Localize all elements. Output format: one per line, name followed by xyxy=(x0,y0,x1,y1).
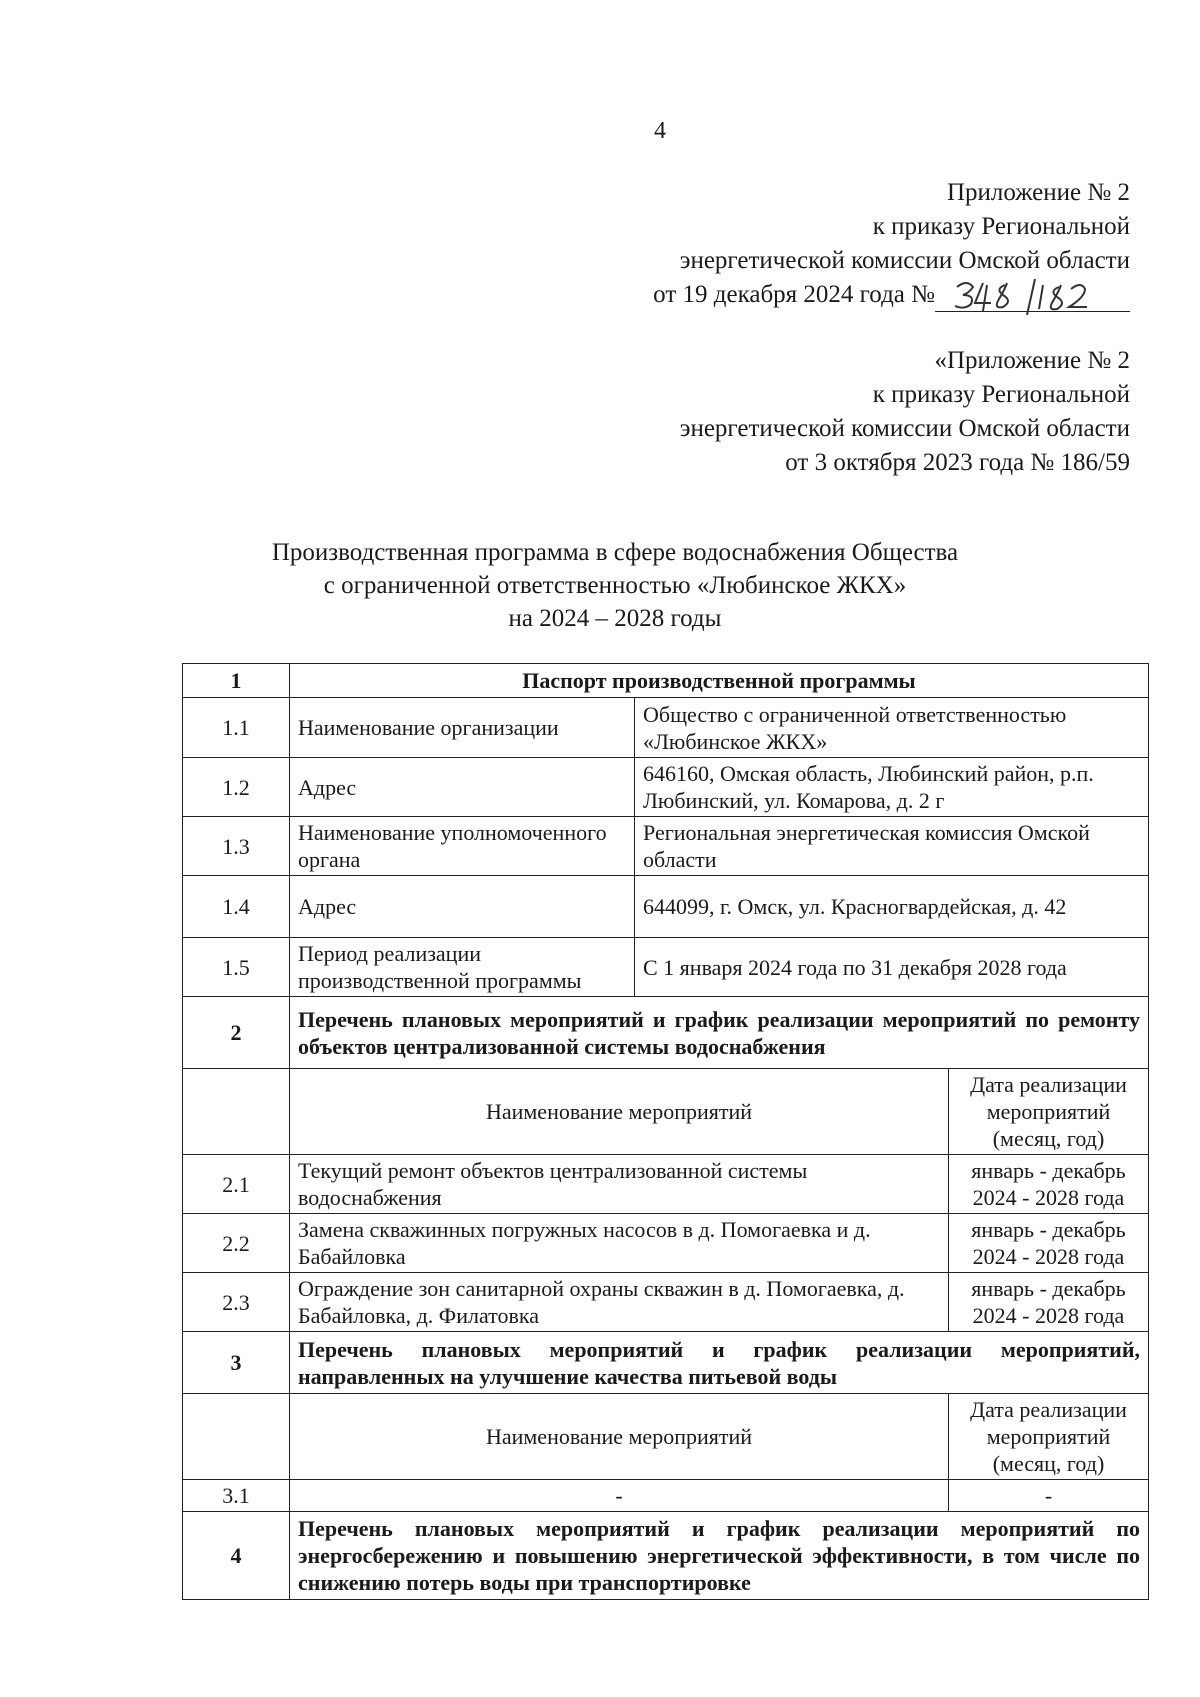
section-header-row xyxy=(183,997,1149,1069)
appendix-new-date-prefix: от 19 декабря 2024 года № xyxy=(653,281,935,308)
row-number: 1.2 xyxy=(183,758,290,817)
appendix-header-new xyxy=(653,176,1130,312)
table-row xyxy=(183,1155,1149,1214)
table-row xyxy=(183,1214,1149,1273)
appendix-old-line4: от 3 октября 2023 года № 186/59 xyxy=(785,449,1130,476)
row-number: 3.1 xyxy=(183,1480,290,1512)
section-number: 4 xyxy=(183,1512,290,1600)
row-value: С 1 января 2024 года по 31 декабря 2028 года xyxy=(635,938,1149,997)
section-header-row xyxy=(183,664,1149,698)
measure-name: Ограждение зон санитарной охраны скважин в д. Помогаевка, д. Бабайловка, д. Филатовка xyxy=(290,1273,949,1332)
measure-date: январь - декабрь 2024 - 2028 года xyxy=(949,1155,1149,1214)
document-title-line2: с ограниченной ответственностью «Любинское ЖКХ» xyxy=(323,572,907,599)
section-title: Перечень плановых мероприятий и график реализации мероприятий по ремонту объектов централизованной системы водоснабжения xyxy=(290,997,1149,1069)
row-number: 2.1 xyxy=(183,1155,290,1214)
measure-date: январь - декабрь 2024 - 2028 года xyxy=(949,1273,1149,1332)
measure-name: Замена скважинных погружных насосов в д. Помогаевка и д. Бабайловка xyxy=(290,1214,949,1273)
document-title-line1: Производственная программа в сфере водоснабжения Общества xyxy=(271,539,959,566)
section-header-row xyxy=(183,1512,1149,1600)
column-header-date: Дата реализации мероприятий (месяц, год) xyxy=(949,1069,1149,1155)
measure-date: январь - декабрь 2024 - 2028 года xyxy=(949,1214,1149,1273)
production-program-table xyxy=(182,663,1149,1600)
measure-date: - xyxy=(949,1480,1149,1512)
page-number: 4 xyxy=(654,118,666,144)
table-row xyxy=(183,698,1149,758)
row-label: Адрес xyxy=(290,876,635,938)
measure-name: - xyxy=(290,1480,949,1512)
row-value: Общество с ограниченной ответственностью «Любинское ЖКХ» xyxy=(635,698,1149,758)
row-label: Адрес xyxy=(290,758,635,817)
row-number: 2.2 xyxy=(183,1214,290,1273)
table-row xyxy=(183,938,1149,997)
row-value: Региональная энергетическая комиссия Омской области xyxy=(635,817,1149,876)
row-number: 1.3 xyxy=(183,817,290,876)
section-title: Перечень плановых мероприятий и график реализации мероприятий по энергосбережению и повышению энергетической эффективности, в том числе по снижению потерь воды при транспортировке xyxy=(290,1512,1149,1600)
table-row xyxy=(183,876,1149,938)
section-title: Паспорт производственной программы xyxy=(290,664,1149,698)
row-label: Наименование организации xyxy=(290,698,635,758)
row-value: 646160, Омская область, Любинский район, р.п. Любинский, ул. Комарова, д. 2 г xyxy=(635,758,1149,817)
column-header-row xyxy=(183,1069,1149,1155)
table-row xyxy=(183,1480,1149,1512)
row-number: 1.1 xyxy=(183,698,290,758)
row-value: 644099, г. Омск, ул. Красногвардейская, д. 42 xyxy=(635,876,1149,938)
column-header-row xyxy=(183,1394,1149,1480)
order-number-handwritten xyxy=(935,281,1130,312)
handwritten-number-icon xyxy=(939,273,1119,315)
document-title-line3: на 2024 – 2028 годы xyxy=(508,605,722,632)
section-number: 1 xyxy=(183,664,290,698)
appendix-old-line3: энергетической комиссии Омской области xyxy=(679,415,1130,442)
row-label: Наименование уполномоченного органа xyxy=(290,817,635,876)
section-number: 2 xyxy=(183,997,290,1069)
section-number: 3 xyxy=(183,1332,290,1394)
table-row xyxy=(183,758,1149,817)
row-number: 2.3 xyxy=(183,1273,290,1332)
appendix-header-old xyxy=(680,344,1130,480)
appendix-new-line2: к приказу Региональной xyxy=(872,213,1130,240)
row-number: 1.4 xyxy=(183,876,290,938)
appendix-new-line4 xyxy=(653,278,1130,312)
section-header-row xyxy=(183,1332,1149,1394)
row-number: 1.5 xyxy=(183,938,290,997)
appendix-old-line1: «Приложение № 2 xyxy=(934,347,1130,374)
column-header-date: Дата реализации мероприятий (месяц, год) xyxy=(949,1394,1149,1480)
appendix-new-line3: энергетической комиссии Омской области xyxy=(679,247,1130,274)
appendix-new-line1: Приложение № 2 xyxy=(946,179,1130,206)
column-header-name: Наименование мероприятий xyxy=(290,1394,949,1480)
column-header-name: Наименование мероприятий xyxy=(290,1069,949,1155)
section-title: Перечень плановых мероприятий и график реализации мероприятий, направленных на улучшение качества питьевой воды xyxy=(290,1332,1149,1394)
appendix-old-line2: к приказу Региональной xyxy=(872,381,1130,408)
measure-name: Текущий ремонт объектов централизованной системы водоснабжения xyxy=(290,1155,949,1214)
table-row xyxy=(183,817,1149,876)
document-title xyxy=(180,536,1050,635)
row-label: Период реализации производственной программы xyxy=(290,938,635,997)
table-row xyxy=(183,1273,1149,1332)
